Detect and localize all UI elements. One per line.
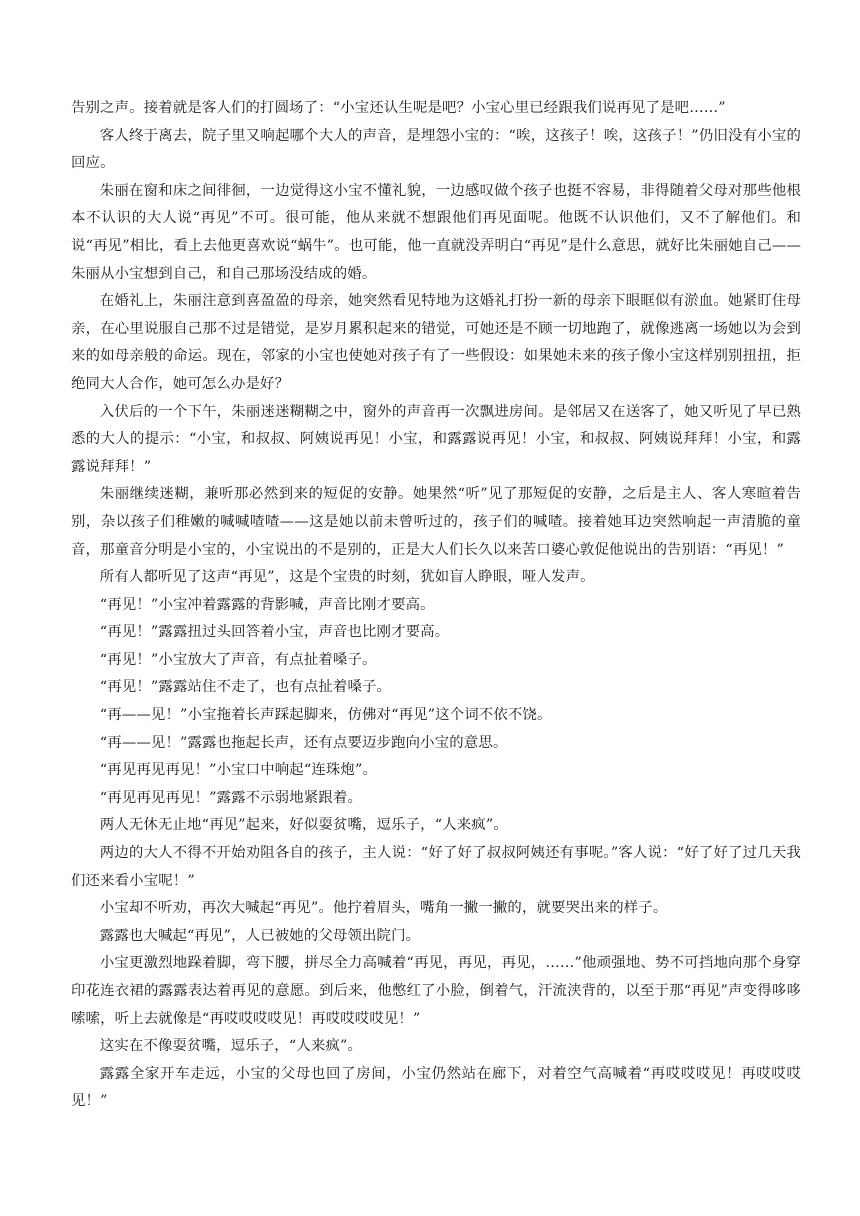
paragraph: 这实在不像耍贫嘴，逗乐子，“人来疯”。	[99, 1038, 363, 1055]
paragraph: 在婚礼上，朱丽注意到喜盈盈的母亲，她突然看见特地为这婚礼打扮一新的母亲下眼眶似有淤血。她紧盯住母亲，在心里说服自己那不过是错觉，是岁月累积起来的错觉，可她还是不顾一切地跑了，就像逃离一场她以为会到来的如母亲般的命运。现在，邻家的小宝也使她对孩子有了一些假设：如果她未来的孩子像小宝这样别别扭扭，拒绝同大人合作，她可怎么办是好？	[71, 293, 801, 392]
paragraph: 客人终于离去，院子里又响起哪个大人的声音，是埋怨小宝的：“唉，这孩子！唉，这孩子！”仍旧没有小宝的回应。	[71, 127, 801, 172]
paragraph: 小宝更激烈地跺着脚，弯下腰，拼尽全力高喊着“再见，再见，再见，……”他顽强地、势不可挡地向那个身穿印花连衣裙的露露表达着再见的意愿。到后来，他憋红了小脸，倒着气，汗流浃背的，以至于那“再见”声变得哆哆嗦嗦，听上去就像是“再哎哎哎哎见！再哎哎哎哎见！”	[71, 955, 801, 1027]
paragraph: 告别之声。接着就是客人们的打圆场了：“小宝还认生呢是吧？小宝心里已经跟我们说再见了是吧……”	[71, 100, 726, 116]
paragraph: 两人无休无止地“再见”起来，好似耍贫嘴，逗乐子，“人来疯”。	[99, 817, 508, 834]
paragraph: 露露也大喊起“再见”，人已被她的父母领出院门。	[99, 927, 421, 944]
dialogue-line: “再见再见再见！”小宝口中响起“连珠炮”。	[99, 762, 378, 779]
dialogue-line: “再见！”小宝放大了声音，有点扯着嗓子。	[99, 651, 377, 668]
dialogue-line: “再见！”露露站住不走了，也有点扯着嗓子。	[99, 679, 392, 696]
paragraph: 朱丽在窗和床之间徘徊，一边觉得这小宝不懂礼貌，一边感叹做个孩子也挺不容易，非得随着父母对那些他根本不认识的大人说“再见”不可。很可能，他从来就不想跟他们再见面呢。他既不认识他们，又不了解他们。和说“再见”相比，看上去他更喜欢说“蜗牛”。也可能，他一直就没弄明白“再见”是什么意思，就好比朱丽她自己——朱丽从小宝想到自己，和自己那场没结成的婚。	[71, 182, 801, 282]
paragraph: 所有人都听见了这声“再见”，这是个宝贵的时刻，犹如盲人睁眼，哑人发声。	[99, 569, 595, 586]
paragraph: 入伏后的一个下午，朱丽迷迷糊糊之中，窗外的声音再一次飘进房间。是邻居又在送客了，她又听见了早已熟悉的大人的提示：“小宝，和叔叔、阿姨说再见！小宝，和露露说再见！小宝，和叔叔、阿姨说拜拜！小宝，和露露说拜拜！”	[71, 403, 801, 475]
dialogue-line: “再见！”露露扭过头回答着小宝，声音也比刚才要高。	[99, 624, 450, 641]
paragraph: 两边的大人不得不开始劝阻各自的孩子，主人说：“好了好了叔叔阿姨还有事呢。”客人说：“好了好了过几天我们还来看小宝呢！”	[71, 845, 801, 889]
paragraph: 露露全家开车走远，小宝的父母也回了房间，小宝仍然站在廊下，对着空气高喊着“再哎哎哎见！再哎哎哎见！”	[71, 1065, 801, 1110]
dialogue-line: “再见再见再见！”露露不示弱地紧跟着。	[99, 789, 363, 806]
paragraph: 朱丽继续迷糊，兼听那必然到来的短促的安静。她果然“听”见了那短促的安静，之后是主人、客人寒暄着告别，杂以孩子们稚嫩的喊喊喳喳——这是她以前未曾听过的，孩子们的喊喳。接着她耳边突然响起一声清脆的童音，那童音分明是小宝的，小宝说出的不是别的，正是大人们长久以来苦口婆心敦促他说出的告别语：“再见！”	[71, 486, 801, 558]
document-body	[71, 95, 801, 1116]
dialogue-line: “再——见！”小宝拖着长声踩起脚来，仿佛对“再见”这个词不依不饶。	[99, 707, 552, 724]
dialogue-line: “再——见！”露露也拖起长声，还有点要迈步跑向小宝的意思。	[99, 734, 508, 751]
paragraph: 小宝却不听劝，再次大喊起“再见”。他拧着眉头，嘴角一撇一撇的，就要哭出来的样子。	[99, 900, 668, 917]
dialogue-line: “再见！”小宝冲着露露的背影喊，声音比刚才要高。	[99, 596, 435, 613]
